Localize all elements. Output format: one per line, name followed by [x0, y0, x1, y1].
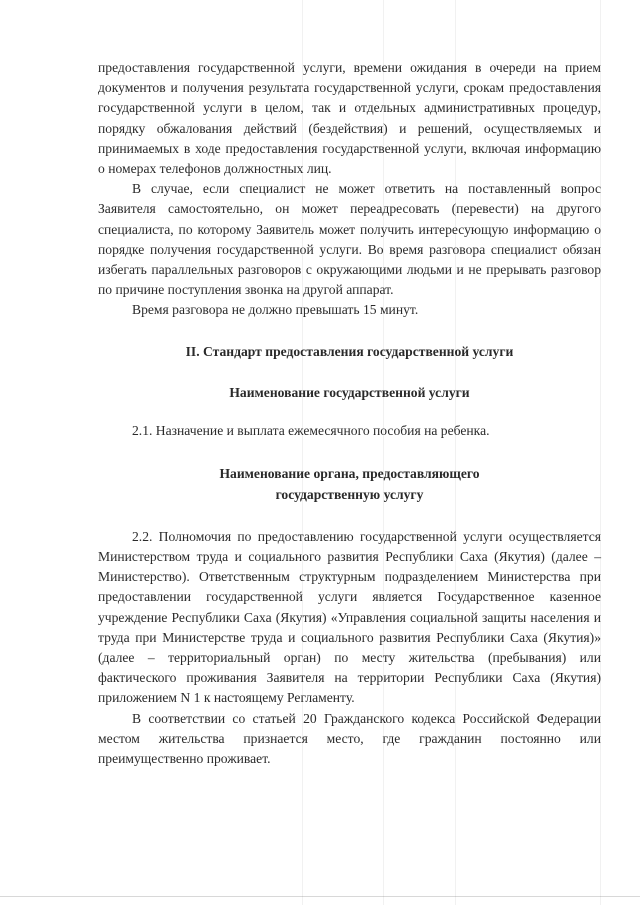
subheading-authority-line2: государственную услугу: [275, 486, 424, 502]
subheading-authority-line1: Наименование органа, предоставляющего: [219, 465, 480, 481]
paragraph-redirect-call: В случае, если специалист не может ответить на поставленный вопрос Заявителя самостоятельно, он может переадресовать (перевести) на другого специалиста, по которому Заявитель может получить интересующую информацию о порядке получения государственной услуги. Во время разговора специалист обязан избегать параллельных разговоров с окружающими людьми и не прерывать разговор по причине поступления звонка на другой аппарат.: [98, 181, 601, 298]
paragraph-call-duration: Время разговора не должно превышать 15 минут.: [132, 302, 419, 318]
clause-2-1: 2.1. Назначение и выплата ежемесячного пособия на ребенка.: [132, 422, 490, 438]
paragraph-intro-continuation: предоставления государственной услуги, времени ожидания в очереди на прием документов и получения результата государственной услуги, срокам предоставления государственной услуги в целом, так и отдельных административных процедур, порядку обжалования действий (бездействия) и решений, осуществляемых и принимаемых в ходе предоставления государственной услуги, включая информацию о номерах телефонов должностных лиц.: [98, 60, 601, 177]
paragraph-residence-definition: В соответствии со статьей 20 Гражданского кодекса Российской Федерации местом жительства признается место, где гражданин постоянно или преимущественно проживает.: [98, 710, 601, 767]
page-bottom-edge: [0, 896, 640, 897]
document-body: [98, 58, 601, 769]
section-heading: II. Стандарт предоставления государственной услуги: [185, 343, 514, 359]
clause-2-2: 2.2. Полномочия по предоставлению государственной услуги осуществляется Министерством труда и социального развития Республики Саха (Якутия) (далее – Министерство). Ответственным структурным подразделением Министерства при предоставлении государственной услуги является Государственное казенное учреждение Республики Саха (Якутия) «Управления социальной защиты населения и труда при Министерстве труда и социального развития Республики Саха (Якутия)» (далее – территориальный орган) по месту жительства (пребывания) или фактического проживания Заявителя на территории Республики Саха (Якутия) приложением N 1 к настоящему Регламенту.: [98, 528, 601, 706]
subheading-service-name: Наименование государственной услуги: [229, 384, 470, 400]
